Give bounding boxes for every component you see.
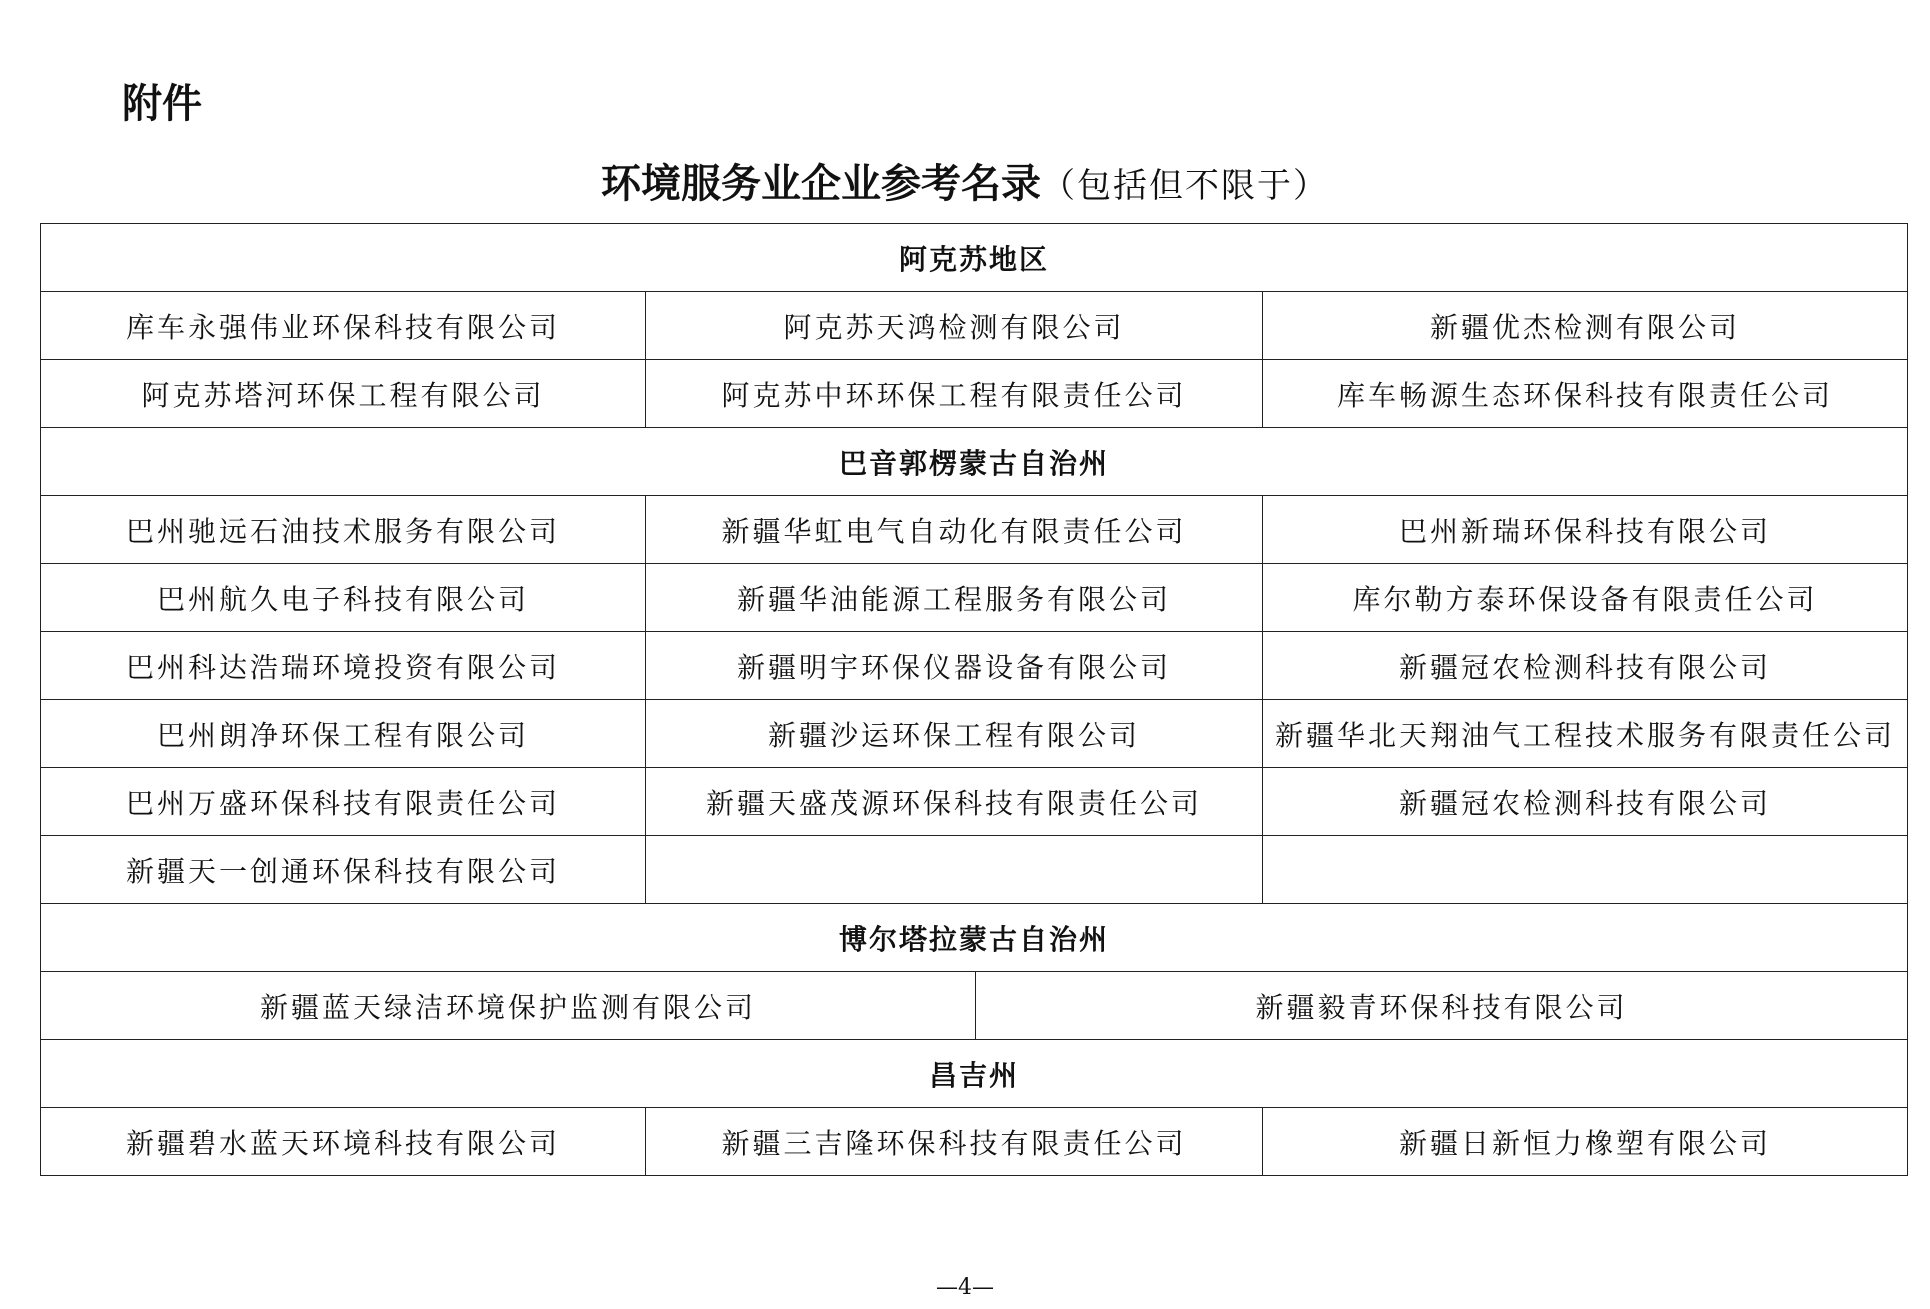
company-cell: 巴州新瑞环保科技有限公司 — [1263, 496, 1908, 564]
document-title — [0, 152, 1930, 209]
table-row — [41, 360, 1908, 428]
table-row — [41, 836, 1908, 904]
company-cell: 阿克苏中环环保工程有限责任公司 — [646, 360, 1263, 428]
company-cell: 阿克苏塔河环保工程有限公司 — [41, 360, 646, 428]
company-cell: 新疆冠农检测科技有限公司 — [1263, 768, 1908, 836]
company-cell: 新疆华油能源工程服务有限公司 — [646, 564, 1263, 632]
company-cell: 阿克苏天鸿检测有限公司 — [646, 292, 1263, 360]
company-cell: 库车畅源生态环保科技有限责任公司 — [1263, 360, 1908, 428]
company-cell — [646, 836, 1263, 904]
table-row — [41, 1108, 1908, 1176]
company-cell: 巴州万盛环保科技有限责任公司 — [41, 768, 646, 836]
company-cell: 新疆日新恒力橡塑有限公司 — [1263, 1108, 1908, 1176]
company-cell: 新疆华北天翔油气工程技术服务有限责任公司 — [1263, 700, 1908, 768]
company-cell: 新疆明宇环保仪器设备有限公司 — [646, 632, 1263, 700]
company-cell — [1263, 836, 1908, 904]
company-cell: 新疆冠农检测科技有限公司 — [1263, 632, 1908, 700]
table-row — [41, 496, 1908, 564]
company-cell: 新疆天盛茂源环保科技有限责任公司 — [646, 768, 1263, 836]
region-header-row — [41, 904, 1908, 972]
table-row — [41, 564, 1908, 632]
region-header-row — [41, 1040, 1908, 1108]
company-cell: 巴州科达浩瑞环境投资有限公司 — [41, 632, 646, 700]
table-row — [41, 768, 1908, 836]
company-cell: 库车永强伟业环保科技有限公司 — [41, 292, 646, 360]
region-name: 巴音郭楞蒙古自治州 — [41, 428, 1908, 496]
title-main: 环境服务业企业参考名录 — [601, 161, 1041, 207]
title-qualifier: （包括但不限于） — [1041, 166, 1329, 206]
company-cell: 库尔勒方泰环保设备有限责任公司 — [1263, 564, 1908, 632]
table-row — [41, 632, 1908, 700]
company-cell: 新疆华虹电气自动化有限责任公司 — [646, 496, 1263, 564]
table-row — [41, 292, 1908, 360]
company-roster-table — [40, 223, 1908, 1176]
company-cell: 新疆三吉隆环保科技有限责任公司 — [646, 1108, 1263, 1176]
region-header-row — [41, 224, 1908, 292]
company-cell: 新疆沙运环保工程有限公司 — [646, 700, 1263, 768]
company-cell: 新疆毅青环保科技有限公司 — [976, 972, 1908, 1040]
company-cell: 巴州驰远石油技术服务有限公司 — [41, 496, 646, 564]
region-name: 阿克苏地区 — [41, 224, 1908, 292]
company-cell: 新疆蓝天绿洁环境保护监测有限公司 — [41, 972, 976, 1040]
company-cell: 新疆天一创通环保科技有限公司 — [41, 836, 646, 904]
region-name: 昌吉州 — [41, 1040, 1908, 1108]
company-cell: 新疆优杰检测有限公司 — [1263, 292, 1908, 360]
company-cell: 巴州航久电子科技有限公司 — [41, 564, 646, 632]
page-number: —4— — [936, 1275, 994, 1300]
attachment-label: 附件 — [122, 81, 202, 127]
company-cell: 巴州朗净环保工程有限公司 — [41, 700, 646, 768]
roster-body — [41, 224, 1908, 1176]
region-header-row — [41, 428, 1908, 496]
company-cell: 新疆碧水蓝天环境科技有限公司 — [41, 1108, 646, 1176]
region-name: 博尔塔拉蒙古自治州 — [41, 904, 1908, 972]
table-row — [41, 700, 1908, 768]
table-row — [41, 972, 1908, 1040]
